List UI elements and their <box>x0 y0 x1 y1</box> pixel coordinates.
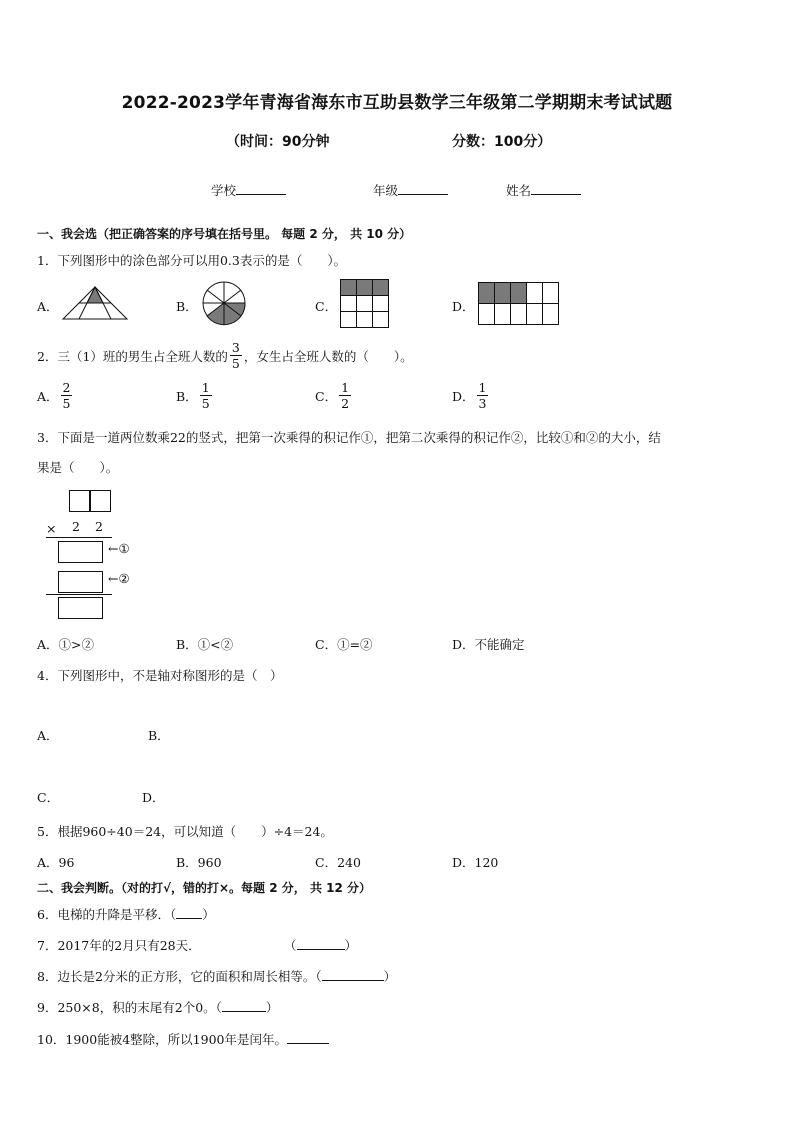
q2-text-after: ，女生占全班人数的（ ）。 <box>243 348 413 364</box>
q1-option-a-label[interactable]: A． <box>37 299 59 314</box>
time-info: （时间：90分钟 <box>226 134 330 150</box>
q5-option-a[interactable]: A．96 <box>37 855 75 870</box>
name-field[interactable] <box>506 181 581 199</box>
q2-option-c[interactable]: C． $\frac{1}{2}$ <box>315 380 350 411</box>
q1-option-c-label[interactable]: C． <box>315 299 338 314</box>
q6-answer-blank[interactable] <box>176 905 202 919</box>
q3-option-b[interactable]: B．①<② <box>176 637 234 652</box>
question-4: 4．下列图形中，不是轴对称图形的是（ ） <box>37 668 283 683</box>
vertical-multiplication-figure <box>44 489 114 623</box>
grade-label: 年级 <box>373 183 399 198</box>
multiplier-digit-tens: 2 <box>72 519 80 534</box>
q2-option-a[interactable]: A． $\frac{2}{5}$ <box>37 380 71 411</box>
q10-answer-blank[interactable] <box>287 1030 329 1044</box>
q2-fraction: $\frac{3}{5}$ <box>231 340 240 371</box>
q9-answer-blank[interactable] <box>222 998 266 1012</box>
section-1-heading: 一、我会选（把正确答案的序号填在括号里。 每题 2 分， 共 10 分） <box>37 227 412 241</box>
q1-option-b-label[interactable]: B． <box>176 299 198 314</box>
q5-option-d[interactable]: D．120 <box>452 855 499 870</box>
q7-answer: （ ） <box>284 938 358 953</box>
q1-grid3x3-figure <box>340 279 390 329</box>
q3-option-c[interactable]: C．①=② <box>315 637 373 652</box>
product-2-arrow: ←② <box>108 571 130 586</box>
q5-option-c[interactable]: C．240 <box>315 855 361 870</box>
multiplier-digit-ones: 2 <box>95 519 103 534</box>
name-label: 姓名 <box>506 183 532 198</box>
score-info: 分数：100分） <box>452 134 552 150</box>
q5-option-b[interactable]: B．960 <box>176 855 222 870</box>
times-sign: × <box>46 521 57 536</box>
question-6: 6．电梯的升降是平移．（ ） <box>37 907 215 922</box>
grade-field[interactable] <box>373 181 448 199</box>
q1-grid5x2-figure <box>478 282 560 326</box>
q2-option-d[interactable]: D． $\frac{1}{3}$ <box>452 380 487 411</box>
question-7: 7．2017年的2月只有28天． <box>37 938 201 953</box>
q4-option-d[interactable]: D． <box>142 790 165 805</box>
q4-option-a[interactable]: A． <box>37 728 59 743</box>
q1-circle-figure <box>201 281 247 325</box>
q2-option-b[interactable]: B． $\frac{1}{5}$ <box>176 380 210 411</box>
question-3-line1: 3．下面是一道两位数乘22的竖式，把第一次乘得的积记作①，把第二次乘得的积记作②，比较①和②的大小，结 <box>37 430 661 445</box>
question-3-line2: 果是（ ）。 <box>37 460 119 475</box>
section-2-heading: 二、我会判断。（对的打√，错的打×。每题 2 分， 共 12 分） <box>37 881 371 895</box>
question-10: 10．1900能被4整除，所以1900年是闰年。 <box>37 1030 329 1048</box>
q3-option-a[interactable]: A．①>② <box>37 637 95 652</box>
q4-option-b[interactable]: B． <box>148 728 170 743</box>
question-2 <box>37 340 413 371</box>
q7-answer-blank[interactable] <box>297 936 345 950</box>
question-8: 8．边长是2分米的正方形，它的面积和周长相等。（ ） <box>37 969 397 984</box>
question-5: 5．根据960÷40＝24，可以知道（ ）÷4＝24。 <box>37 824 333 839</box>
q1-option-d-label[interactable]: D． <box>452 299 475 314</box>
q3-option-d[interactable]: D．不能确定 <box>452 637 525 652</box>
q4-option-c[interactable]: C． <box>37 790 60 805</box>
q1-triangle-figure <box>61 285 129 321</box>
q8-answer-blank[interactable] <box>322 967 384 981</box>
q2-text-before: 2．三（1）班的男生占全班人数的 <box>37 348 228 364</box>
product-1-arrow: ←① <box>108 541 130 556</box>
exam-title: 2022-2023学年青海省海东市互助县数学三年级第二学期期末考试试题 <box>121 93 673 113</box>
question-9: 9．250×8，积的末尾有2个0。（ ） <box>37 1000 279 1015</box>
school-label: 学校 <box>211 183 237 198</box>
school-field[interactable] <box>211 181 286 199</box>
question-1: 1．下列图形中的涂色部分可以用0.3表示的是（ ）。 <box>37 253 347 268</box>
